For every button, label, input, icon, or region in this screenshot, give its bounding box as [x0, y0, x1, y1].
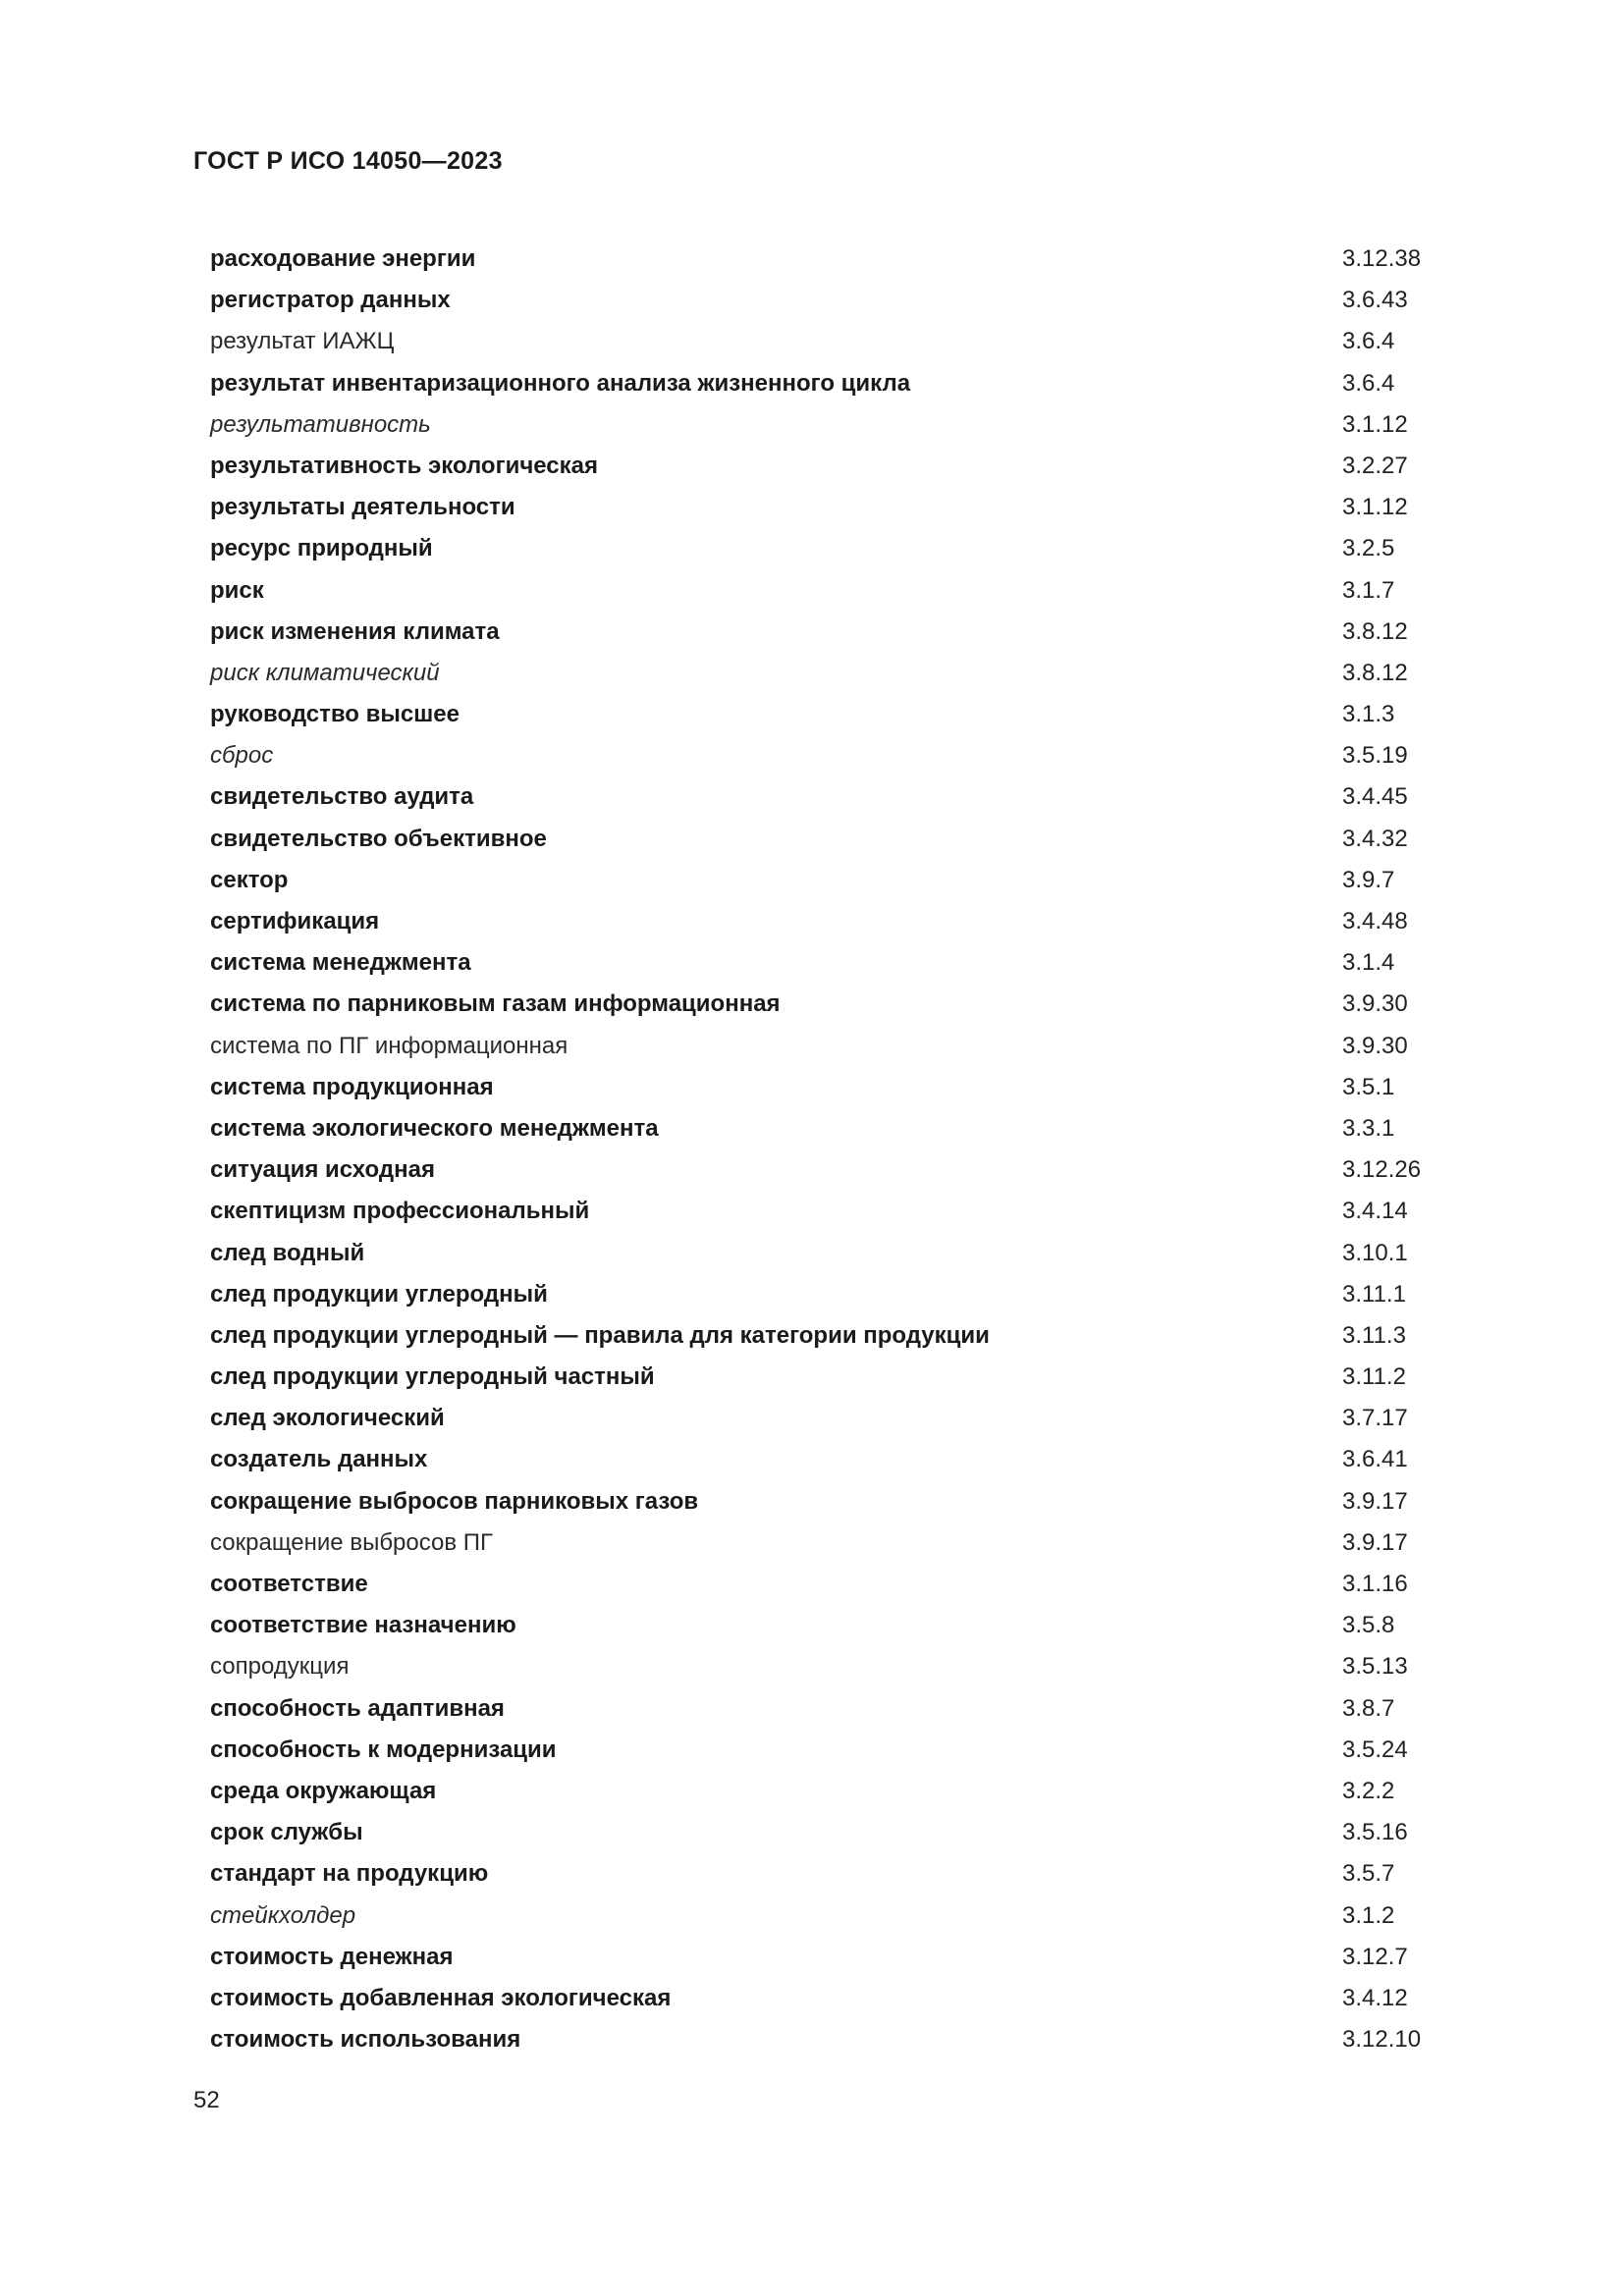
index-entry	[210, 776, 1437, 818]
index-ref: 3.4.48	[1342, 908, 1408, 934]
index-term: срок службы	[210, 1819, 363, 1846]
index-entry	[210, 1730, 1437, 1771]
index-ref: 3.9.30	[1342, 990, 1408, 1018]
index-term: результат инвентаризационного анализа жизненного цикла	[210, 369, 911, 397]
index-ref: 3.6.43	[1342, 287, 1408, 314]
index-term: система менеджмента	[210, 949, 471, 977]
index-entry	[210, 404, 1437, 446]
index-entry	[210, 528, 1437, 569]
index-term: риск изменения климата	[210, 617, 500, 645]
index-entry	[210, 1067, 1437, 1108]
index-term: сокращение выбросов парниковых газов	[210, 1487, 699, 1515]
index-term: результаты деятельности	[210, 494, 515, 521]
index-term: регистратор данных	[210, 287, 451, 314]
index-ref: 3.10.1	[1342, 1239, 1408, 1266]
index-entry	[210, 942, 1437, 984]
index-entry	[210, 1233, 1437, 1274]
index-ref: 3.2.27	[1342, 452, 1408, 479]
index-term: способность к модернизации	[210, 1735, 557, 1763]
index-term: система экологического менеджмента	[210, 1114, 659, 1142]
index-term: стоимость денежная	[210, 1943, 454, 1970]
index-ref: 3.1.12	[1342, 410, 1408, 438]
index-entry	[210, 1646, 1437, 1687]
index-entry	[210, 735, 1437, 776]
index-ref: 3.5.7	[1342, 1860, 1395, 1888]
index-term: сектор	[210, 866, 289, 893]
index-ref: 3.11.3	[1342, 1321, 1406, 1349]
index-term: соответствие назначению	[210, 1612, 516, 1639]
index-term: расходование энергии	[210, 245, 476, 272]
index-term: стоимость добавленная экологическая	[210, 1984, 672, 2011]
index-term: след экологический	[210, 1405, 445, 1432]
index-term: система по парниковым газам информационная	[210, 990, 781, 1018]
index-term: способность адаптивная	[210, 1694, 505, 1722]
index-ref: 3.4.14	[1342, 1198, 1408, 1225]
index-entry	[210, 1896, 1437, 1937]
index-ref: 3.12.7	[1342, 1943, 1408, 1970]
index-ref: 3.1.2	[1342, 1901, 1395, 1929]
index-ref: 3.6.4	[1342, 328, 1395, 355]
index-term: система продукционная	[210, 1073, 494, 1100]
index-entry	[210, 612, 1437, 653]
index-ref: 3.12.10	[1342, 2026, 1422, 2054]
index-term: ресурс природный	[210, 535, 433, 562]
index-entry	[210, 694, 1437, 735]
index-entry	[210, 1315, 1437, 1357]
index-entry	[210, 1274, 1437, 1315]
index-entry	[210, 1688, 1437, 1730]
index-term: сертификация	[210, 908, 380, 934]
index-ref: 3.1.12	[1342, 494, 1408, 521]
index-term: свидетельство объективное	[210, 825, 547, 852]
index-ref: 3.1.16	[1342, 1571, 1408, 1597]
index-term: результат ИАЖЦ	[210, 328, 395, 355]
index-entry	[210, 1108, 1437, 1149]
index-term: след водный	[210, 1239, 365, 1266]
index-term: сопродукция	[210, 1653, 350, 1681]
index-entry	[210, 1357, 1437, 1398]
index-entry	[210, 1937, 1437, 1978]
index-ref: 3.1.4	[1342, 949, 1395, 977]
index-term: риск климатический	[210, 659, 440, 686]
index-term: след продукции углеродный — правила для категории продукции	[210, 1321, 990, 1349]
index-entry	[210, 280, 1437, 321]
index-term: скептицизм профессиональный	[210, 1198, 590, 1225]
index-term: ситуация исходная	[210, 1156, 435, 1184]
index-entry	[210, 1564, 1437, 1605]
index-ref: 3.12.38	[1342, 245, 1422, 272]
index-term: руководство высшее	[210, 701, 460, 728]
index-ref: 3.5.19	[1342, 742, 1408, 770]
index-ref: 3.4.32	[1342, 825, 1408, 852]
index-entry	[210, 487, 1437, 528]
index-ref: 3.1.3	[1342, 701, 1395, 728]
index-ref: 3.9.17	[1342, 1528, 1408, 1556]
index-list	[210, 239, 1437, 2060]
index-entry	[210, 1481, 1437, 1522]
index-entry	[210, 653, 1437, 694]
index-ref: 3.5.1	[1342, 1073, 1395, 1100]
page-header-title: ГОСТ Р ИСО 14050—2023	[193, 147, 503, 175]
index-entry	[210, 1812, 1437, 1853]
index-entry	[210, 1191, 1437, 1232]
index-ref: 3.6.4	[1342, 369, 1395, 397]
index-term: сброс	[210, 742, 274, 770]
index-entry	[210, 1853, 1437, 1895]
index-entry	[210, 239, 1437, 280]
index-term: результативность	[210, 410, 431, 438]
index-entry	[210, 1522, 1437, 1564]
index-ref: 3.5.16	[1342, 1819, 1408, 1846]
index-entry	[210, 1771, 1437, 1812]
index-term: стейкхолдер	[210, 1901, 356, 1929]
index-term: среда окружающая	[210, 1777, 437, 1804]
index-ref: 3.5.13	[1342, 1653, 1408, 1681]
index-entry	[210, 363, 1437, 404]
page-number: 52	[193, 2087, 220, 2113]
index-entry	[210, 321, 1437, 362]
index-ref: 3.3.1	[1342, 1114, 1395, 1142]
index-ref: 3.9.30	[1342, 1032, 1408, 1059]
index-entry	[210, 1605, 1437, 1646]
index-ref: 3.11.2	[1342, 1363, 1406, 1391]
index-term: создатель данных	[210, 1446, 428, 1473]
index-ref: 3.11.1	[1342, 1280, 1406, 1308]
index-ref: 3.12.26	[1342, 1156, 1422, 1184]
index-ref: 3.5.8	[1342, 1612, 1395, 1639]
index-term: сокращение выбросов ПГ	[210, 1528, 494, 1556]
index-term: стоимость использования	[210, 2026, 521, 2054]
index-entry	[210, 2019, 1437, 2060]
index-entry	[210, 984, 1437, 1025]
index-term: стандарт на продукцию	[210, 1860, 489, 1888]
index-ref: 3.4.45	[1342, 783, 1408, 811]
index-entry	[210, 446, 1437, 487]
index-ref: 3.6.41	[1342, 1446, 1408, 1473]
index-entry	[210, 570, 1437, 612]
index-entry	[210, 1978, 1437, 2019]
index-entry	[210, 901, 1437, 942]
index-entry	[210, 860, 1437, 901]
index-ref: 3.2.2	[1342, 1777, 1395, 1804]
index-ref: 3.8.12	[1342, 617, 1408, 645]
index-term: система по ПГ информационная	[210, 1032, 568, 1059]
index-ref: 3.2.5	[1342, 535, 1395, 562]
index-entry	[210, 1149, 1437, 1191]
index-ref: 3.1.7	[1342, 576, 1395, 604]
index-ref: 3.7.17	[1342, 1405, 1408, 1432]
index-term: след продукции углеродный частный	[210, 1363, 655, 1391]
index-entry	[210, 1026, 1437, 1067]
index-entry	[210, 1398, 1437, 1439]
index-ref: 3.5.24	[1342, 1735, 1408, 1763]
index-term: соответствие	[210, 1571, 368, 1597]
index-entry	[210, 1439, 1437, 1480]
index-ref: 3.4.12	[1342, 1984, 1408, 2011]
index-ref: 3.9.7	[1342, 866, 1395, 893]
index-term: свидетельство аудита	[210, 783, 474, 811]
index-ref: 3.8.7	[1342, 1694, 1395, 1722]
index-term: след продукции углеродный	[210, 1280, 548, 1308]
index-term: результативность экологическая	[210, 452, 599, 479]
index-entry	[210, 819, 1437, 860]
index-ref: 3.8.12	[1342, 659, 1408, 686]
index-term: риск	[210, 576, 264, 604]
index-ref: 3.9.17	[1342, 1487, 1408, 1515]
